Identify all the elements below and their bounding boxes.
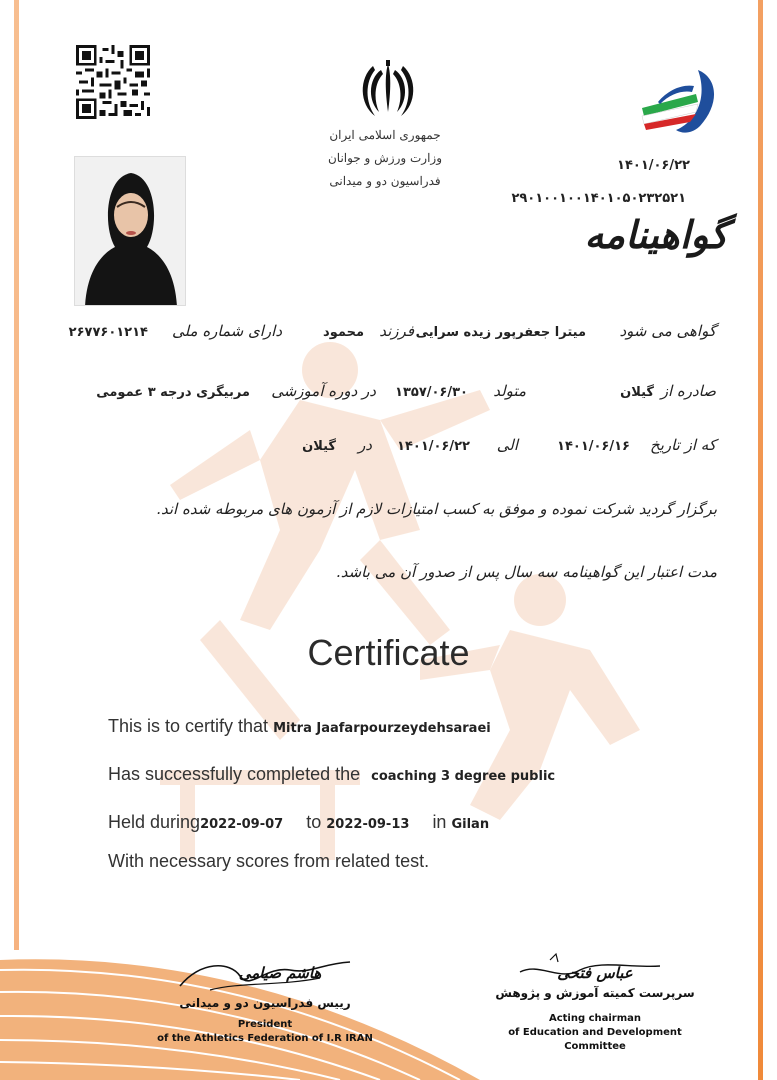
issue-date-fa: ۱۴۰۱/۰۶/۲۲: [617, 158, 690, 173]
president-signature-scribble: [170, 956, 370, 996]
lbl-to-date: الی: [496, 436, 518, 454]
certificate-title-en: Certificate: [307, 632, 470, 673]
president-name: هاشم صیامی: [238, 964, 322, 982]
chairman-role-fa: سرپرست کمیته آموزش و پژوهش: [495, 986, 695, 1000]
birth-date: ۱۳۵۷/۰۶/۳۰: [395, 385, 468, 400]
lbl-from-date: که از تاریخ: [650, 436, 716, 454]
holder-name-en: Mitra Jaafarpourzeydehsaraei: [273, 721, 491, 736]
emblem-line-1: جمهوری اسلامی ایران: [329, 128, 441, 142]
fa-sentence-passed: برگزار گردید شرکت نموده و موفق به کسب امتیازات لازم از آزمون های مربوطه شده اند.: [156, 500, 717, 518]
holder-name-fa: میترا جعفرپور زیده سرایی: [415, 325, 586, 340]
president-role-en-1: President: [237, 1019, 293, 1030]
chairman-role-en-1: Acting chairman: [548, 1013, 642, 1024]
lbl-issued: صادره از: [660, 382, 716, 400]
held-label: Held during: [108, 812, 201, 832]
en-line-held: [108, 812, 708, 833]
signature-president: [150, 964, 380, 1046]
from-date-en: 2022-09-07: [200, 817, 284, 832]
left-accent-border: [14, 0, 19, 950]
right-accent-border: [758, 0, 763, 1080]
fa-sentence-validity: مدت اعتبار این گواهینامه سه سال پس از صدور آن می باشد.: [335, 563, 717, 581]
city-en: Gilan: [451, 817, 490, 832]
certificate-title-fa: گواهینامه: [584, 212, 728, 257]
to-label: to: [306, 812, 322, 832]
fa-line-identity: [70, 322, 716, 352]
completed-label: Has successfully completed the: [108, 764, 361, 784]
serial-number: ۲۹۰۱۰۰۱۰۰۱۴۰۱۰۵۰۲۳۲۵۲۱: [511, 191, 686, 206]
holder-photo: [74, 156, 186, 306]
scores-line: With necessary scores from related test.: [108, 851, 430, 871]
lbl-national-id: دارای شماره ملی: [172, 322, 282, 340]
lbl-course: در دوره آموزشی: [271, 382, 376, 400]
lbl-certify: گواهی می شود: [619, 322, 716, 340]
to-date-en: 2022-09-13: [326, 817, 410, 832]
national-id: ۲۶۷۷۶۰۱۲۱۴: [68, 325, 148, 340]
city-fa: گیلان: [302, 439, 336, 454]
ministry-header-text: [320, 124, 450, 193]
course-en: coaching 3 degree public: [371, 769, 556, 784]
en-line-certify: [108, 716, 708, 737]
issued-city: گیلان: [620, 385, 654, 400]
emblem-line-2: وزارت ورزش و جوانان: [327, 151, 443, 165]
chairman-signature-scribble: [500, 952, 680, 992]
course-fa: مربیگری درجه ۳ عمومی: [96, 385, 250, 400]
president-role-fa: رییس فدراسیون دو و میدانی: [179, 996, 351, 1010]
lbl-in: در: [358, 436, 372, 454]
chairman-role-en-2: of Education and Development Committee: [508, 1027, 682, 1052]
lbl-born: متولد: [493, 382, 526, 400]
iran-emblem-icon: [355, 60, 421, 122]
father-name: محمود: [323, 325, 364, 340]
emblem-line-3: فدراسیون دو و میدانی: [329, 174, 441, 188]
in-label: in: [432, 812, 447, 832]
fa-line-dates: [70, 436, 716, 466]
fa-line-birth-course: [70, 382, 716, 412]
from-date-fa: ۱۴۰۱/۰۶/۱۶: [557, 439, 630, 454]
to-date-fa: ۱۴۰۱/۰۶/۲۲: [397, 439, 470, 454]
certify-label: This is to certify that: [108, 716, 269, 736]
qr-code[interactable]: [76, 45, 150, 119]
president-role-en-2: of the Athletics Federation of I.R IRAN: [157, 1033, 373, 1044]
athletics-federation-logo: [638, 64, 722, 136]
lbl-child: فرزند: [379, 322, 414, 340]
signature-chairman: [480, 964, 710, 1054]
en-line-completed: [108, 764, 708, 785]
chairman-name: عباس فتحی: [557, 964, 633, 982]
